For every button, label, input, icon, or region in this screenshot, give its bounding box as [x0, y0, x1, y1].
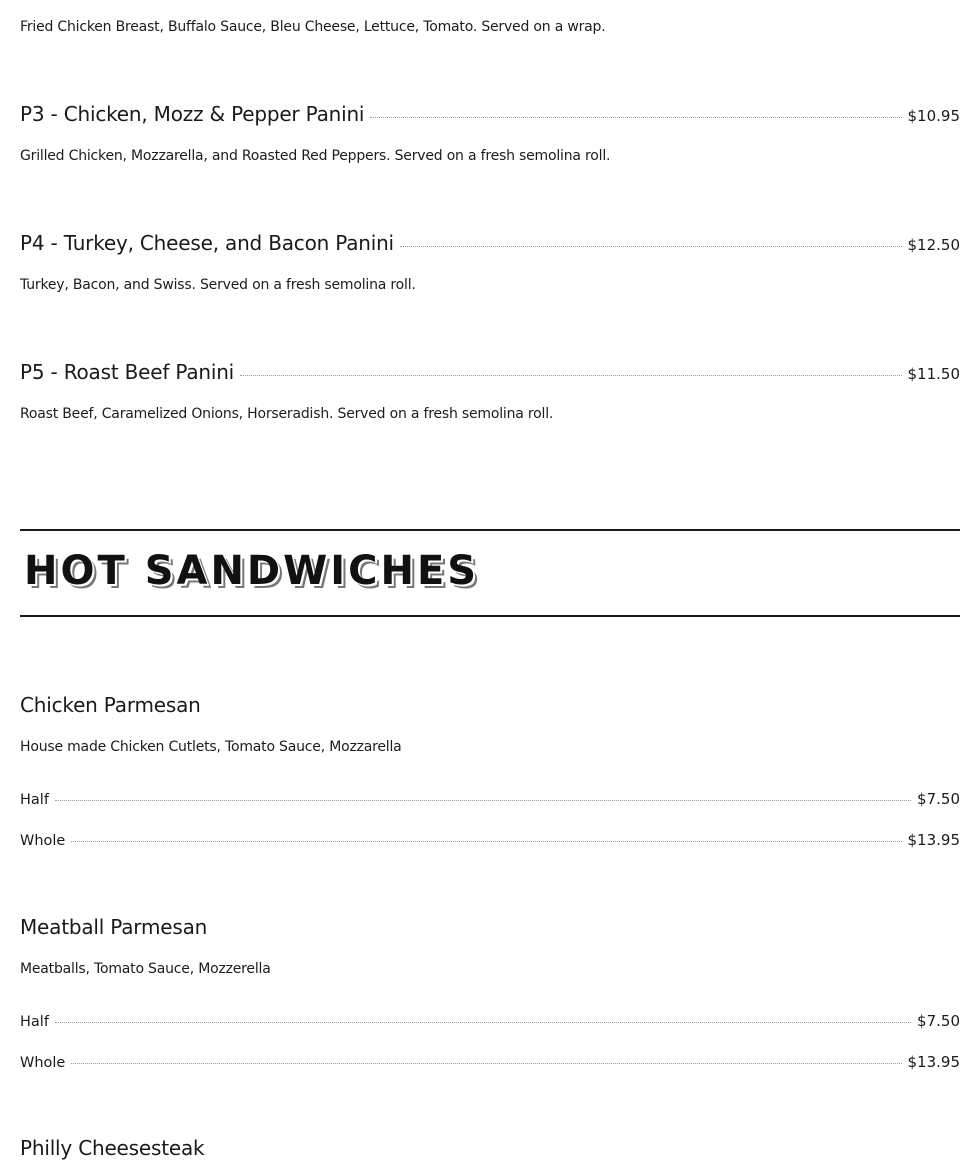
- size-label: Half: [20, 792, 49, 808]
- size-price-row: [20, 790, 960, 808]
- size-price: $13.95: [907, 1053, 960, 1071]
- menu-item-row: [20, 360, 960, 384]
- size-price: $7.50: [917, 790, 960, 808]
- menu-item-price: $12.50: [907, 236, 960, 254]
- size-label: Whole: [20, 1055, 66, 1071]
- dot-leader: [55, 800, 911, 801]
- menu-item-name: Philly Cheesesteak: [20, 1136, 205, 1160]
- size-price: $7.50: [917, 1012, 960, 1030]
- section-divider-top: [20, 529, 960, 531]
- menu-item-description: Grilled Chicken, Mozzarella, and Roasted Red Peppers. Served on a fresh semolina roll.: [20, 148, 611, 164]
- dot-leader: [71, 841, 901, 842]
- size-label: Whole: [20, 833, 66, 849]
- section-divider-bottom: [20, 615, 960, 617]
- menu-item-name: P3 - Chicken, Mozz & Pepper Panini: [20, 102, 365, 126]
- menu-item-name: Meatball Parmesan: [20, 915, 208, 939]
- size-price-row: [20, 1053, 960, 1071]
- menu-item-description: Fried Chicken Breast, Buffalo Sauce, Bleu Cheese, Lettuce, Tomato. Served on a wrap.: [20, 19, 606, 35]
- menu-item-row: [20, 102, 960, 126]
- menu-item-description: Roast Beef, Caramelized Onions, Horseradish. Served on a fresh semolina roll.: [20, 406, 554, 422]
- dot-leader: [55, 1022, 911, 1023]
- section-title: HOT SANDWICHES: [24, 548, 480, 594]
- menu-item-name: P5 - Roast Beef Panini: [20, 360, 235, 384]
- dot-leader: [400, 246, 902, 247]
- menu-item-price: $10.95: [907, 107, 960, 125]
- menu-item-name: P4 - Turkey, Cheese, and Bacon Panini: [20, 231, 394, 255]
- menu-item-description: House made Chicken Cutlets, Tomato Sauce, Mozzarella: [20, 739, 402, 755]
- menu-item-row: [20, 231, 960, 255]
- size-price-row: [20, 831, 960, 849]
- menu-item-price: $11.50: [907, 365, 960, 383]
- menu-item-name: Chicken Parmesan: [20, 693, 201, 717]
- dot-leader: [240, 375, 901, 376]
- menu-item-description: Meatballs, Tomato Sauce, Mozzerella: [20, 961, 271, 977]
- size-price-row: [20, 1012, 960, 1030]
- dot-leader: [71, 1063, 901, 1064]
- size-label: Half: [20, 1014, 49, 1030]
- size-price: $13.95: [907, 831, 960, 849]
- menu-item-description: Turkey, Bacon, and Swiss. Served on a fresh semolina roll.: [20, 277, 416, 293]
- dot-leader: [370, 117, 901, 118]
